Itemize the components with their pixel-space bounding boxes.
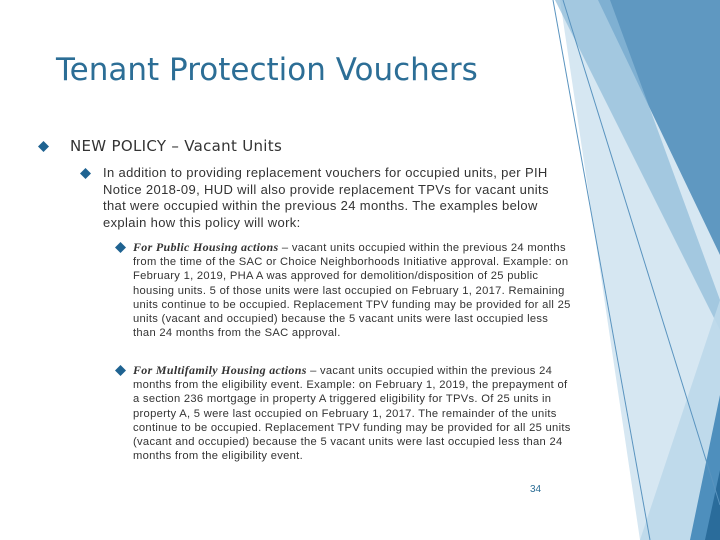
example-multifamily-text	[133, 363, 573, 463]
policy-intro-item	[80, 165, 580, 231]
policy-heading-item	[38, 137, 518, 155]
slide-title: Tenant Protection Vouchers	[56, 52, 478, 88]
diamond-bullet-icon	[38, 141, 49, 152]
example-public-housing-text	[133, 240, 573, 340]
example-multifamily-lead: For Multifamily Housing actions	[133, 363, 307, 377]
diamond-bullet-icon	[115, 242, 126, 253]
example-public-housing-body: – vacant units occupied within the previous 24 months from the time of the SAC or Choice Neighborhoods Initiative approval. Example: on February 1, 2019, PHA A was approved for demolition/disposition of 25 public housing units. 5 of those units were last occupied on February 1, 2017. Remaining units continue to be occupied. Replacement TPV funding may be provided for all 25 units (vacant and occupied) because the 5 vacant units were last occupied less than 24 months from the SAC approval.	[133, 242, 571, 340]
example-multifamily-item	[115, 363, 575, 463]
example-public-housing-item	[115, 240, 575, 340]
diamond-bullet-icon	[115, 365, 126, 376]
diamond-bullet-icon	[80, 168, 91, 179]
example-multifamily-body: – vacant units occupied within the previous 24 months from the eligibility event. Example: on February 1, 2019, the prepayment of a section 236 mortgage in property A triggered eligibility for TPVs. Of 25 units in property A, 5 were last occupied on February 1, 2017. The remainder of the units continue to be occupied. Replacement TPV funding may be provided for all 25 units (vacant and occupied) because the 5 vacant units were last occupied less than 24 months from the eligibility event.	[133, 365, 571, 463]
policy-intro: In addition to providing replacement vouchers for occupied units, per PIH Notice 2018-09, HUD will also provide replacement TPVs for vacant units that were occupied within the previous 24 months. The examples below explain how this policy will work:	[103, 165, 549, 230]
page-number: 34	[530, 484, 542, 495]
example-public-housing-lead: For Public Housing actions	[133, 240, 279, 254]
policy-heading: NEW POLICY – Vacant Units	[70, 137, 283, 155]
